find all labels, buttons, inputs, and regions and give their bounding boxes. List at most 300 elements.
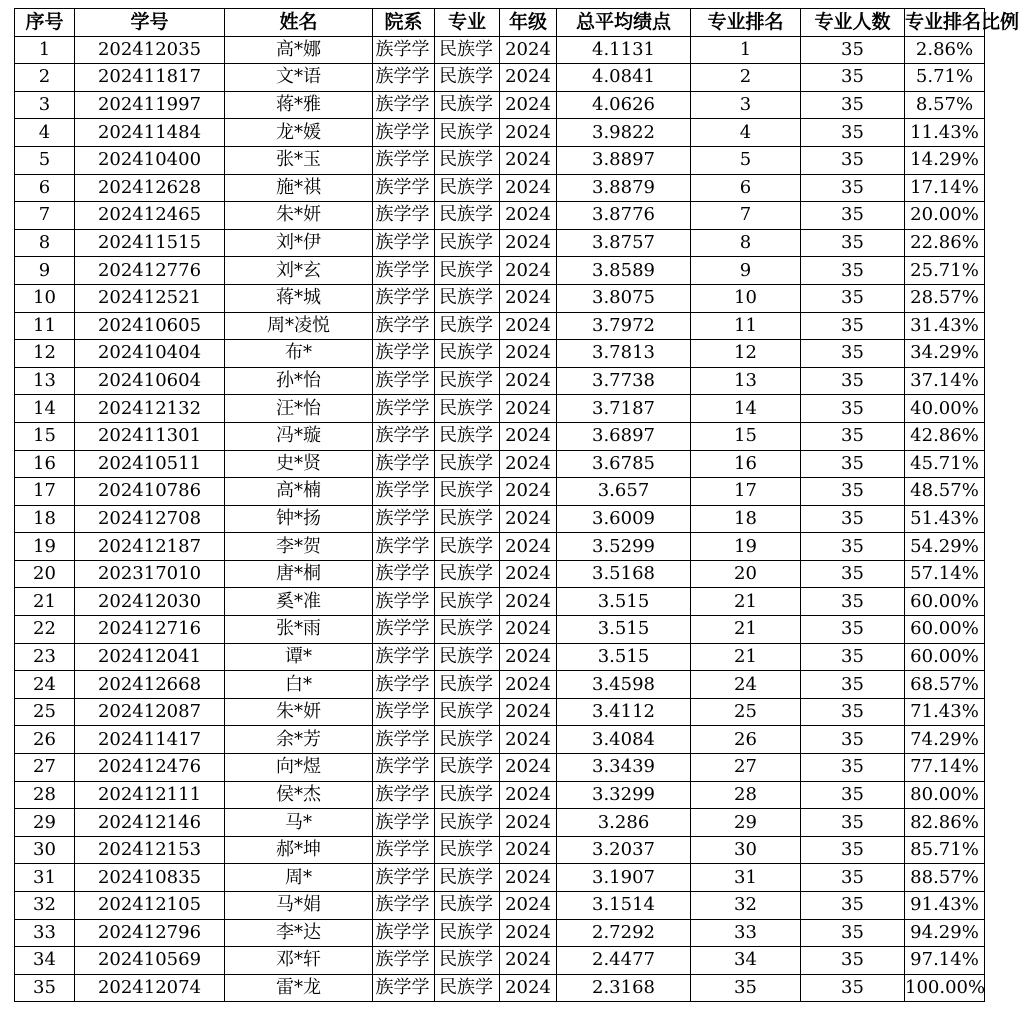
cell-rank: 33 [691,919,801,947]
cell-seq: 14 [15,395,75,423]
cell-department: 族学学 [373,146,435,174]
cell-student-id: 202410404 [75,340,225,368]
cell-grade: 2024 [500,174,557,202]
cell-seq: 13 [15,367,75,395]
cell-seq: 3 [15,91,75,119]
cell-rank-ratio: 82.86% [905,809,985,837]
cell-gpa: 3.1907 [557,864,691,892]
cell-rank: 30 [691,836,801,864]
cell-count: 35 [801,919,905,947]
header-row [15,9,985,37]
cell-seq: 26 [15,726,75,754]
cell-rank-ratio: 40.00% [905,395,985,423]
cell-grade: 2024 [500,367,557,395]
cell-rank-ratio: 60.00% [905,643,985,671]
cell-student-id: 202412476 [75,754,225,782]
cell-rank-ratio: 22.86% [905,229,985,257]
cell-gpa: 3.286 [557,809,691,837]
cell-count: 35 [801,533,905,561]
cell-name: 高*娜 [225,36,373,64]
cell-gpa: 3.8776 [557,202,691,230]
cell-department: 族学学 [373,836,435,864]
cell-name: 谭* [225,643,373,671]
cell-grade: 2024 [500,947,557,975]
table-body [15,36,985,1002]
cell-count: 35 [801,892,905,920]
cell-gpa: 3.6785 [557,450,691,478]
cell-department: 族学学 [373,312,435,340]
cell-rank: 18 [691,505,801,533]
cell-count: 35 [801,312,905,340]
cell-count: 35 [801,450,905,478]
cell-student-id: 202410569 [75,947,225,975]
cell-rank: 9 [691,257,801,285]
cell-count: 35 [801,91,905,119]
cell-name: 李*贺 [225,533,373,561]
cell-count: 35 [801,836,905,864]
cell-seq: 1 [15,36,75,64]
cell-major: 民族学 [435,312,500,340]
table-row [15,146,985,174]
cell-seq: 27 [15,754,75,782]
cell-rank-ratio: 2.86% [905,36,985,64]
cell-grade: 2024 [500,284,557,312]
cell-department: 族学学 [373,643,435,671]
cell-department: 族学学 [373,119,435,147]
header-major: 专业 [435,9,500,37]
cell-count: 35 [801,560,905,588]
cell-major: 民族学 [435,174,500,202]
cell-grade: 2024 [500,671,557,699]
cell-grade: 2024 [500,919,557,947]
cell-major: 民族学 [435,533,500,561]
cell-name: 周* [225,864,373,892]
cell-grade: 2024 [500,229,557,257]
ranking-table [14,8,1019,1002]
cell-major: 民族学 [435,229,500,257]
cell-rank-ratio: 91.43% [905,892,985,920]
cell-grade: 2024 [500,119,557,147]
cell-gpa: 3.7972 [557,312,691,340]
cell-rank-ratio: 54.29% [905,533,985,561]
cell-seq: 12 [15,340,75,368]
cell-major: 民族学 [435,947,500,975]
cell-grade: 2024 [500,616,557,644]
cell-major: 民族学 [435,588,500,616]
cell-major: 民族学 [435,864,500,892]
table-row [15,505,985,533]
cell-gpa: 3.7187 [557,395,691,423]
cell-rank: 1 [691,36,801,64]
cell-name: 龙*媛 [225,119,373,147]
cell-name: 布* [225,340,373,368]
table-row [15,284,985,312]
cell-count: 35 [801,36,905,64]
cell-seq: 20 [15,560,75,588]
cell-rank: 15 [691,422,801,450]
cell-major: 民族学 [435,146,500,174]
cell-seq: 2 [15,64,75,92]
cell-student-id: 202412668 [75,671,225,699]
cell-count: 35 [801,367,905,395]
cell-count: 35 [801,174,905,202]
cell-grade: 2024 [500,146,557,174]
cell-major: 民族学 [435,560,500,588]
cell-gpa: 3.8589 [557,257,691,285]
cell-student-id: 202412146 [75,809,225,837]
cell-major: 民族学 [435,726,500,754]
cell-name: 侯*杰 [225,781,373,809]
cell-name: 刘*玄 [225,257,373,285]
cell-count: 35 [801,257,905,285]
cell-major: 民族学 [435,836,500,864]
cell-seq: 33 [15,919,75,947]
cell-name: 白* [225,671,373,699]
cell-grade: 2024 [500,505,557,533]
cell-gpa: 3.7813 [557,340,691,368]
cell-name: 施*祺 [225,174,373,202]
cell-department: 族学学 [373,229,435,257]
cell-count: 35 [801,146,905,174]
cell-name: 汪*怡 [225,395,373,423]
cell-grade: 2024 [500,560,557,588]
cell-major: 民族学 [435,919,500,947]
cell-gpa: 3.9822 [557,119,691,147]
cell-grade: 2024 [500,643,557,671]
cell-seq: 8 [15,229,75,257]
table-row [15,836,985,864]
table-row [15,643,985,671]
cell-student-id: 202317010 [75,560,225,588]
cell-student-id: 202412153 [75,836,225,864]
cell-department: 族学学 [373,864,435,892]
cell-gpa: 4.0841 [557,64,691,92]
cell-student-id: 202411417 [75,726,225,754]
cell-rank: 4 [691,119,801,147]
cell-department: 族学学 [373,781,435,809]
cell-student-id: 202412041 [75,643,225,671]
cell-count: 35 [801,395,905,423]
cell-rank-ratio: 34.29% [905,340,985,368]
cell-name: 唐*桐 [225,560,373,588]
table-row [15,340,985,368]
cell-grade: 2024 [500,892,557,920]
cell-count: 35 [801,864,905,892]
cell-name: 周*凌悦 [225,312,373,340]
cell-department: 族学学 [373,505,435,533]
header-rank: 专业排名 [691,9,801,37]
cell-rank: 29 [691,809,801,837]
cell-major: 民族学 [435,422,500,450]
cell-rank-ratio: 28.57% [905,284,985,312]
cell-count: 35 [801,422,905,450]
table-row [15,36,985,64]
cell-student-id: 202412030 [75,588,225,616]
cell-department: 族学学 [373,560,435,588]
table-row [15,726,985,754]
cell-rank: 5 [691,146,801,174]
cell-name: 邓*轩 [225,947,373,975]
cell-count: 35 [801,671,905,699]
table-row [15,478,985,506]
header-student-id: 学号 [75,9,225,37]
cell-count: 35 [801,726,905,754]
table-row [15,395,985,423]
cell-student-id: 202410400 [75,146,225,174]
table-row [15,202,985,230]
table-row [15,174,985,202]
table-row [15,754,985,782]
cell-gpa: 3.3299 [557,781,691,809]
cell-count: 35 [801,947,905,975]
cell-department: 族学学 [373,616,435,644]
cell-name: 冯*璇 [225,422,373,450]
cell-rank-ratio: 20.00% [905,202,985,230]
cell-grade: 2024 [500,312,557,340]
cell-student-id: 202410786 [75,478,225,506]
cell-student-id: 202410604 [75,367,225,395]
cell-name: 张*玉 [225,146,373,174]
cell-student-id: 202411301 [75,422,225,450]
cell-rank: 2 [691,64,801,92]
cell-department: 族学学 [373,947,435,975]
cell-grade: 2024 [500,781,557,809]
cell-rank: 31 [691,864,801,892]
header-gpa: 总平均绩点 [557,9,691,37]
cell-gpa: 2.3168 [557,974,691,1002]
header-department: 院系 [373,9,435,37]
cell-rank-ratio: 51.43% [905,505,985,533]
cell-count: 35 [801,588,905,616]
cell-grade: 2024 [500,864,557,892]
cell-rank-ratio: 60.00% [905,616,985,644]
cell-student-id: 202412132 [75,395,225,423]
cell-count: 35 [801,698,905,726]
cell-gpa: 3.4084 [557,726,691,754]
cell-seq: 21 [15,588,75,616]
header-name: 姓名 [225,9,373,37]
cell-gpa: 3.8075 [557,284,691,312]
cell-rank: 28 [691,781,801,809]
cell-student-id: 202412776 [75,257,225,285]
cell-major: 民族学 [435,892,500,920]
cell-student-id: 202412708 [75,505,225,533]
cell-gpa: 3.5299 [557,533,691,561]
cell-department: 族学学 [373,64,435,92]
cell-seq: 24 [15,671,75,699]
cell-seq: 35 [15,974,75,1002]
table-row [15,919,985,947]
cell-seq: 4 [15,119,75,147]
cell-name: 刘*伊 [225,229,373,257]
table-header [15,9,1019,37]
cell-department: 族学学 [373,754,435,782]
cell-student-id: 202412628 [75,174,225,202]
cell-rank: 13 [691,367,801,395]
cell-department: 族学学 [373,809,435,837]
table-row [15,91,985,119]
table-row [15,229,985,257]
table-row [15,119,985,147]
table-row [15,312,985,340]
cell-count: 35 [801,754,905,782]
cell-rank: 3 [691,91,801,119]
cell-major: 民族学 [435,340,500,368]
cell-gpa: 2.4477 [557,947,691,975]
cell-seq: 6 [15,174,75,202]
cell-department: 族学学 [373,202,435,230]
cell-department: 族学学 [373,726,435,754]
cell-major: 民族学 [435,64,500,92]
cell-student-id: 202412521 [75,284,225,312]
cell-seq: 17 [15,478,75,506]
cell-rank-ratio: 85.71% [905,836,985,864]
cell-grade: 2024 [500,974,557,1002]
cell-count: 35 [801,809,905,837]
cell-rank-ratio: 45.71% [905,450,985,478]
cell-seq: 5 [15,146,75,174]
cell-name: 孙*怡 [225,367,373,395]
cell-rank: 34 [691,947,801,975]
cell-major: 民族学 [435,671,500,699]
cell-rank: 25 [691,698,801,726]
table-row [15,367,985,395]
cell-rank: 12 [691,340,801,368]
cell-name: 李*达 [225,919,373,947]
cell-rank: 6 [691,174,801,202]
cell-rank: 19 [691,533,801,561]
cell-rank: 8 [691,229,801,257]
cell-student-id: 202411997 [75,91,225,119]
table-row [15,947,985,975]
cell-count: 35 [801,781,905,809]
cell-grade: 2024 [500,754,557,782]
cell-name: 马* [225,809,373,837]
cell-major: 民族学 [435,505,500,533]
cell-seq: 28 [15,781,75,809]
cell-gpa: 3.515 [557,643,691,671]
cell-count: 35 [801,616,905,644]
cell-rank: 17 [691,478,801,506]
cell-seq: 30 [15,836,75,864]
cell-student-id: 202412465 [75,202,225,230]
cell-department: 族学学 [373,919,435,947]
cell-gpa: 3.1514 [557,892,691,920]
table-row [15,864,985,892]
cell-gpa: 2.7292 [557,919,691,947]
cell-name: 史*贤 [225,450,373,478]
cell-name: 文*语 [225,64,373,92]
table-row [15,422,985,450]
cell-rank-ratio: 14.29% [905,146,985,174]
cell-student-id: 202410605 [75,312,225,340]
cell-department: 族学学 [373,478,435,506]
cell-major: 民族学 [435,284,500,312]
cell-seq: 29 [15,809,75,837]
cell-department: 族学学 [373,36,435,64]
cell-rank-ratio: 48.57% [905,478,985,506]
table-row [15,560,985,588]
cell-count: 35 [801,284,905,312]
cell-rank-ratio: 31.43% [905,312,985,340]
cell-count: 35 [801,643,905,671]
cell-grade: 2024 [500,809,557,837]
cell-seq: 7 [15,202,75,230]
cell-name: 向*煜 [225,754,373,782]
cell-student-id: 202411515 [75,229,225,257]
cell-name: 张*雨 [225,616,373,644]
cell-seq: 10 [15,284,75,312]
table-row [15,588,985,616]
cell-department: 族学学 [373,340,435,368]
cell-rank-ratio: 94.29% [905,919,985,947]
cell-grade: 2024 [500,478,557,506]
cell-rank-ratio: 74.29% [905,726,985,754]
header-grade: 年级 [500,9,557,37]
table-row [15,698,985,726]
cell-gpa: 3.5168 [557,560,691,588]
cell-rank-ratio: 42.86% [905,422,985,450]
cell-department: 族学学 [373,395,435,423]
cell-grade: 2024 [500,64,557,92]
cell-rank: 20 [691,560,801,588]
cell-student-id: 202411817 [75,64,225,92]
cell-rank-ratio: 57.14% [905,560,985,588]
cell-major: 民族学 [435,119,500,147]
cell-rank-ratio: 97.14% [905,947,985,975]
cell-rank-ratio: 37.14% [905,367,985,395]
cell-name: 余*芳 [225,726,373,754]
cell-rank: 24 [691,671,801,699]
cell-seq: 22 [15,616,75,644]
cell-gpa: 3.7738 [557,367,691,395]
cell-rank-ratio: 88.57% [905,864,985,892]
cell-major: 民族学 [435,643,500,671]
cell-major: 民族学 [435,450,500,478]
cell-student-id: 202410835 [75,864,225,892]
cell-seq: 23 [15,643,75,671]
header-rank-ratio: 专业排名比例 [905,9,985,37]
cell-rank: 35 [691,974,801,1002]
cell-gpa: 3.8757 [557,229,691,257]
cell-student-id: 202412111 [75,781,225,809]
cell-name: 蒋*城 [225,284,373,312]
table-row [15,616,985,644]
cell-name: 朱*妍 [225,202,373,230]
cell-student-id: 202412087 [75,698,225,726]
cell-grade: 2024 [500,91,557,119]
cell-name: 蒋*雅 [225,91,373,119]
cell-seq: 19 [15,533,75,561]
header-seq: 序号 [15,9,75,37]
cell-student-id: 202412796 [75,919,225,947]
table-row [15,892,985,920]
cell-seq: 15 [15,422,75,450]
cell-rank: 10 [691,284,801,312]
cell-department: 族学学 [373,450,435,478]
cell-count: 35 [801,974,905,1002]
cell-rank-ratio: 8.57% [905,91,985,119]
cell-seq: 16 [15,450,75,478]
cell-name: 钟*扬 [225,505,373,533]
cell-major: 民族学 [435,478,500,506]
cell-department: 族学学 [373,367,435,395]
cell-seq: 25 [15,698,75,726]
table-row [15,64,985,92]
cell-rank-ratio: 5.71% [905,64,985,92]
table-row [15,257,985,285]
cell-major: 民族学 [435,257,500,285]
